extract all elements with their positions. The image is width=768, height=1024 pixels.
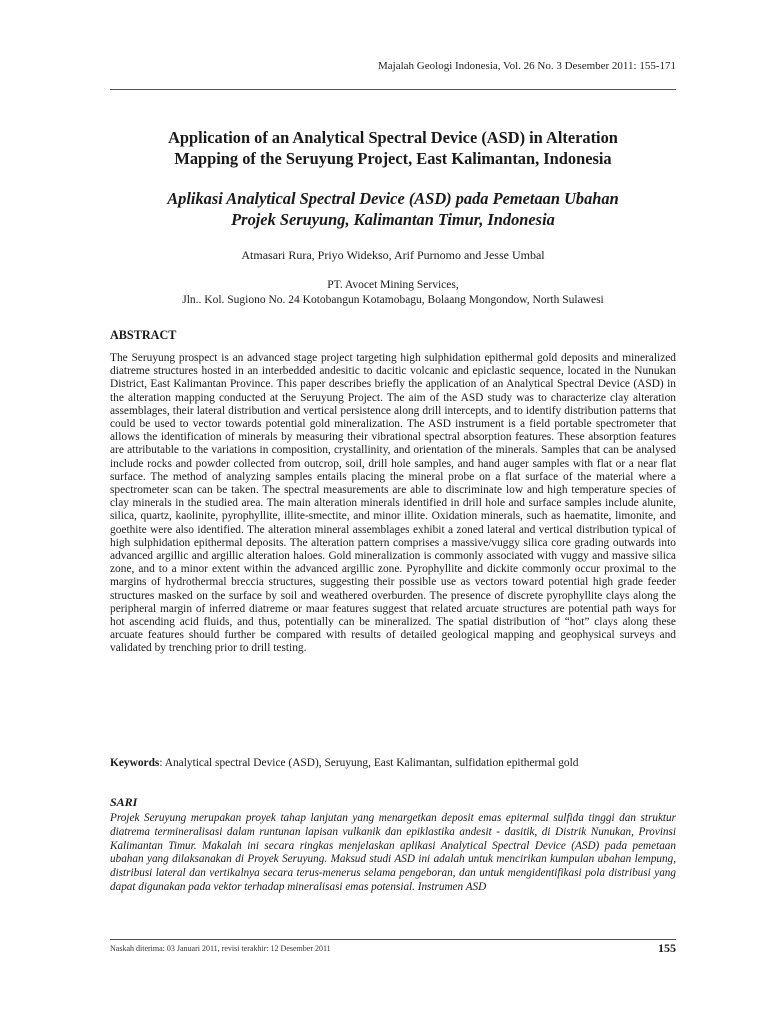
footer-rule [110, 939, 676, 940]
title-line: Mapping of the Seruyung Project, East Kalimantan, Indonesia [174, 149, 612, 168]
running-head: Majalah Geologi Indonesia, Vol. 26 No. 3 Desember 2011: 155-171 [378, 60, 676, 72]
keywords-text: : Analytical spectral Device (ASD), Seruyung, East Kalimantan, sulfidation epithermal gold [159, 757, 579, 769]
keywords [110, 756, 676, 770]
sari-text: Projek Seruyung merupakan proyek tahap lanjutan yang menargetkan deposit emas epitermal sulfida tinggi dan struktur diatrema termineralisasi dalam runtunan lapisan vulkanik dan epiklastika andesit - dasitik, di Distrik Nunukan, Provinsi Kalimantan Timur. Makalah ini secara ringkas menjelaskan aplikasi Analytical Spectral Device (ASD) pada pemetaan ubahan yang dilaksanakan di Proyek Seruyung. Maksud studi ASD ini adalah untuk mencirikan kumpulan ubahan lempung, distribusi lateral dan vertikalnya secara terus-menerus selama pengeboran, dan untuk mengidentifikasi pola distribusi yang dapat digunakan pada vektor terhadap mineralisasi emas potensial. Instrumen ASD [110, 812, 676, 893]
sari-heading: SARI [110, 795, 138, 809]
submission-note: Naskah diterima: 03 Januari 2011, revisi terakhir: 12 Desember 2011 [110, 944, 331, 953]
subtitle-line: Aplikasi Analytical Spectral Device (ASD) pada Pemetaan Ubahan [167, 189, 619, 208]
author-list: Atmasari Rura, Priyo Widekso, Arif Purnomo and Jesse Umbal [241, 248, 545, 262]
keywords-label: Keywords [110, 757, 160, 769]
abstract-text: The Seruyung prospect is an advanced stage project targeting high sulphidation epithermal gold deposits and mineralized diatreme structures hosted in an interbedded andesitic to dacitic volcanic and epiclastic sequence, located in the Nunukan District, East Kalimantan Province. This paper describes briefly the application of an Analytical Spectral Device (ASD) in the alteration mapping conducted at the Seruyung Project. The aim of the ASD study was to characterize clay alteration assemblages, their lateral distribution and vertical persistence along drill intercepts, and to identify distribution patterns that could be used to vector towards potential gold mineralization. The ASD instrument is a field portable spectrometer that allows the identification of minerals by measuring their vibrational spectral absorption features. These absorption features are attributable to the variations in composition, crystallinity, and orientation of the minerals. Samples that can be analysed include rocks and powder collected from outcrop, soil, drill hole samples, and hand auger samples with flat or a near flat surface. The method of analyzing samples entails placing the mineral probe on a flat surface of the material where a spectrometer scan can be taken. The spectral measurements are able to discriminate low and high temperature species of clay minerals in the studied area. The main alteration minerals identified in drill hole and surface samples include alunite, silica, quartz, kaolinite, pyrophyllite, illite-smectite, and minor illite. Oxidation minerals, such as haematite, limonite, and goethite were also identified. The alteration mineral assemblages exhibit a zoned lateral and vertical distribution typical of high sulphidation epithermal deposits. The alteration pattern comprises a massive/vuggy silica core grading outwards into advanced argillic and argillic alteration haloes. Gold mineralization is commonly associated with vuggy and massive silica zone, and to a minor extent within the advanced argillic zone. Pyrophyllite and dickite commonly occur proximal to the margins of hydrothermal breccia structures, suggesting their possible use as vectors toward potential high grade feeder structures masked on the surface by soil and weathered overburden. The presence of discrete pyrophyllite clays along the peripheral margin of inferred diatreme or maar features suggest that related arcuate structures are potential path ways for hot ascending acid fluids, and thus, potentially can be mineralized. The spatial distribution of “hot” clays along these arcuate features should further be compared with results of detailed geological mapping and geophysical surveys and validated by trenching prior to drill testing. [110, 352, 676, 655]
affiliation [110, 278, 676, 308]
abstract-heading: ABSTRACT [110, 328, 177, 342]
paper-title [110, 127, 676, 169]
affiliation-line: Jln.. Kol. Sugiono No. 24 Kotobangun Kotamobagu, Bolaang Mongondow, North Sulawesi [182, 294, 604, 306]
page-number: 155 [658, 941, 676, 955]
header-rule [110, 89, 676, 90]
affiliation-line: PT. Avocet Mining Services, [327, 279, 459, 291]
title-line: Application of an Analytical Spectral Device (ASD) in Alteration [168, 128, 618, 147]
paper-subtitle [110, 188, 676, 230]
subtitle-line: Projek Seruyung, Kalimantan Timur, Indonesia [231, 210, 555, 229]
